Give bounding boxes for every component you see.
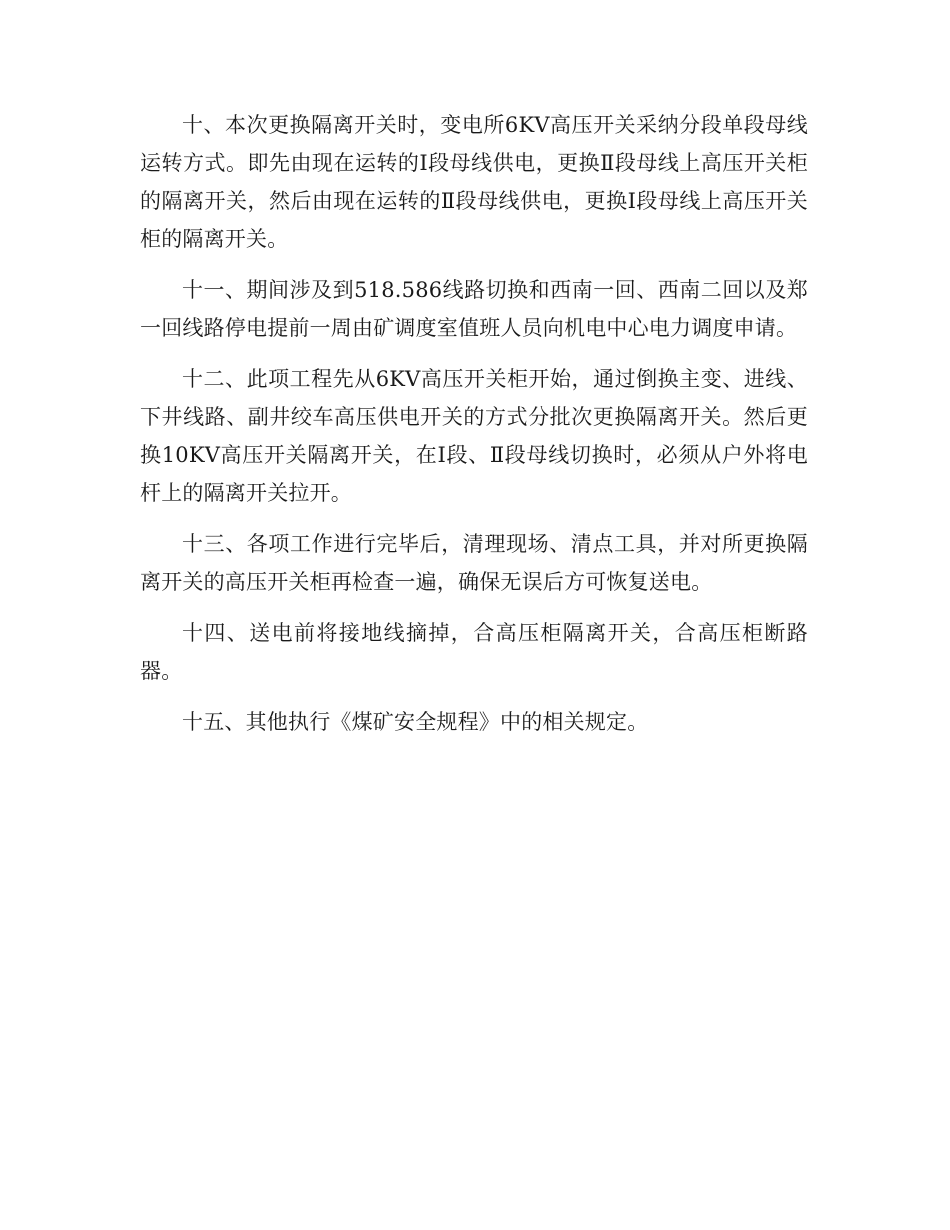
paragraph-15: 十五、其他执行《煤矿安全规程》中的相关规定。 [182, 710, 649, 734]
paragraph-11: 十一、期间涉及到518.586线路切换和西南一回、西南二回以及郑一回线路停电提前一周由矿调度室值班人员向机电中心电力调度申请。 [140, 278, 808, 340]
paragraph-10: 十、本次更换隔离开关时，变电所6KV高压开关采纳分段单段母线运转方式。即先由现在运转的Ⅰ段母线供电，更换Ⅱ段母线上高压开关柜的隔离开关，然后由现在运转的Ⅱ段母线供电，更换Ⅰ段母线上高压开关柜的隔离开关。 [140, 113, 808, 251]
paragraph-12: 十二、此项工程先从6KV高压开关柜开始，通过倒换主变、进线、下井线路、副井绞车高压供电开关的方式分批次更换隔离开关。然后更换10KV高压开关隔离开关，在Ⅰ段、Ⅱ段母线切换时，必须从户外将电杆上的隔离开关拉开。 [140, 367, 808, 505]
paragraph-14: 十四、送电前将接地线摘掉，合高压柜隔离开关，合高压柜断路器。 [140, 621, 808, 683]
document-body [140, 106, 808, 754]
paragraph-13: 十三、各项工作进行完毕后，清理现场、清点工具，并对所更换隔离开关的高压开关柜再检查一遍，确保无误后方可恢复送电。 [140, 532, 808, 594]
